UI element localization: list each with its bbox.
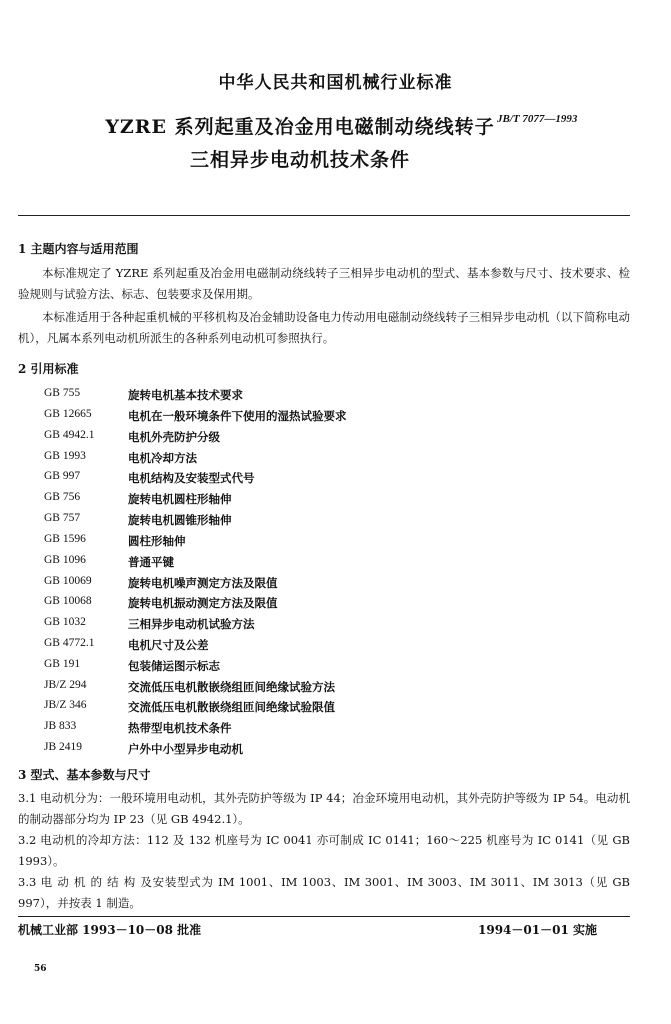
clause-3-1: 3.1 电动机分为：一般环境用电动机，其外壳防护等级为 IP 44；冶金环境用电动机，其外壳防护等级为 IP 54。电动机的制动器部分均为 IP 23（见 GB 4942.1）。 (18, 791, 630, 826)
section-2-heading: 2 引用标准 (18, 362, 79, 376)
reference-name: 电机冷却方法 (128, 451, 197, 465)
reference-code: GB 191 (44, 658, 81, 670)
reference-name: 交流低压电机散嵌绕组匝间绝缘试验方法 (128, 680, 335, 694)
reference-code: GB 756 (44, 491, 81, 503)
reference-code: GB 10069 (44, 575, 92, 587)
section-1-heading: 1 主题内容与适用范围 (18, 242, 139, 256)
reference-code: JB 833 (44, 720, 77, 732)
reference-code: GB 12665 (44, 408, 92, 420)
reference-code: GB 997 (44, 470, 81, 482)
standard-number: JB/T 7077—1993 (497, 113, 578, 125)
reference-name: 圆柱形轴伸 (128, 534, 186, 548)
reference-name: 电机结构及安装型式代号 (128, 471, 255, 485)
section-3-heading: 3 型式、基本参数与尺寸 (18, 768, 151, 782)
reference-code: GB 757 (44, 512, 81, 524)
clause-3-2: 3.2 电动机的冷却方法：112 及 132 机座号为 IC 0041 亦可制成 IC 0141；160～225 机座号为 IC 0141（见 GB 1993）。 (18, 833, 630, 868)
reference-code: GB 1596 (44, 533, 86, 545)
reference-name: 旋转电机振动测定方法及限值 (128, 596, 278, 610)
reference-code: JB 2419 (44, 741, 83, 753)
reference-code: GB 4942.1 (44, 429, 95, 441)
reference-name: 包装储运图示标志 (128, 659, 220, 673)
reference-name: 三相异步电动机试验方法 (128, 617, 255, 631)
reference-name: 电机外壳防护分级 (128, 430, 220, 444)
reference-name: 热带型电机技术条件 (128, 721, 232, 735)
reference-name: 电机在一般环境条件下使用的湿热试验要求 (128, 409, 347, 423)
clause-3-3: 3.3 电 动 机 的 结 构 及安装型式为 IM 1001、IM 1003、IM 3001、IM 3003、IM 3011、IM 3013（见 GB 997），并按表 1 制造。 (18, 875, 630, 910)
reference-code: GB 1032 (44, 616, 86, 628)
issuing-organization: 中华人民共和国机械行业标准 (218, 73, 453, 93)
document-title-line2: 三相异步电动机技术条件 (189, 149, 410, 171)
document-title-line1: YZRE 系列起重及冶金用电磁制动绕线转子 (105, 116, 495, 138)
reference-code: GB 10068 (44, 595, 92, 607)
section-1-paragraph-2: 本标准适用于各种起重机械的平移机构及冶金辅助设备电力传动用电磁制动绕线转子三相异步电动机（以下简称电动机），凡属本系列电动机所派生的各种系列电动机可参照执行。 (18, 310, 630, 345)
reference-code: GB 755 (44, 387, 81, 399)
reference-code: GB 1096 (44, 554, 86, 566)
reference-name: 旋转电机基本技术要求 (128, 388, 243, 402)
approval-date: 机械工业部 1993－10－08 批准 (18, 923, 202, 937)
reference-code: JB/Z 346 (44, 699, 87, 711)
reference-name: 旋转电机圆柱形轴伸 (128, 492, 232, 506)
section-1-paragraph-1: 本标准规定了 YZRE 系列起重及冶金用电磁制动绕线转子三相异步电动机的型式、基本参数与尺寸、技术要求、检验规则与试验方法、标志、包装要求及保用期。 (18, 266, 630, 301)
reference-code: GB 1993 (44, 450, 86, 462)
implementation-date: 1994－01－01 实施 (478, 923, 597, 937)
footer-rule (18, 916, 630, 917)
page-number: 56 (34, 964, 47, 974)
header-rule (18, 215, 630, 216)
reference-code: JB/Z 294 (44, 679, 87, 691)
reference-name: 交流低压电机散嵌绕组匝间绝缘试验限值 (128, 700, 335, 714)
reference-code: GB 4772.1 (44, 637, 95, 649)
reference-name: 户外中小型异步电动机 (128, 742, 243, 756)
reference-name: 旋转电机噪声测定方法及限值 (128, 576, 278, 590)
reference-name: 普通平键 (128, 555, 174, 569)
reference-name: 电机尺寸及公差 (128, 638, 209, 652)
reference-name: 旋转电机圆锥形轴伸 (128, 513, 232, 527)
